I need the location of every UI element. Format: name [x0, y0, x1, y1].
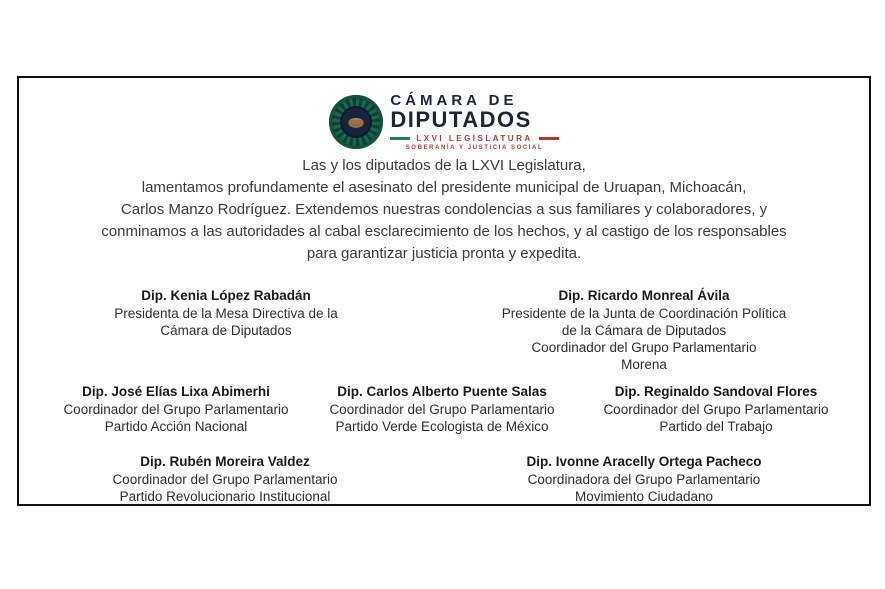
signatory-role: Partido del Trabajo [659, 419, 773, 434]
statement-line: conminamos a las autoridades al cabal esclarecimiento de los hechos, y al castigo de los responsables [101, 223, 787, 240]
signatory-role: Movimiento Ciudadano [574, 489, 714, 504]
red-dash-icon [539, 137, 559, 140]
legislature-row [390, 134, 558, 143]
signatory-name: Dip. Reginaldo Sandoval Flores [614, 384, 818, 399]
signatory-role: Presidente de la Junta de Coordinación Política [501, 306, 787, 321]
statement-line: Las y los diputados de la LXVI Legislatura, [302, 157, 586, 174]
signatory-block-kenia-lopez-rabadan [81, 287, 371, 339]
statement-line: lamentamos profundamente el asesinato del presidente municipal de Uruapan, Michoacán, [141, 179, 747, 196]
signatory-role: Presidenta de la Mesa Directiva de la [114, 306, 338, 321]
signatory-role: Cámara de Diputados [160, 323, 292, 338]
signatory-role: Partido Acción Nacional [104, 419, 248, 434]
signatory-role: Coordinador del Grupo Parlamentario [112, 472, 338, 487]
signatory-role: Partido Revolucionario Institucional [119, 489, 331, 504]
eagle-emblem-icon [342, 108, 370, 136]
signatory-block-ivonne-ortega [479, 453, 809, 505]
signatory-role: Partido Verde Ecologista de México [335, 419, 549, 434]
camara-diputados-logo [19, 92, 869, 151]
logo-text-block [390, 92, 558, 151]
logo-motto: SOBERANÍA Y JUSTICIA SOCIAL [405, 145, 544, 151]
signatory-role: Coordinadora del Grupo Parlamentario [527, 472, 761, 487]
signatory-name: Dip. Ivonne Aracelly Ortega Pacheco [526, 454, 762, 469]
signatory-block-reginaldo-sandoval [575, 383, 857, 435]
signatory-block-ruben-moreira [84, 453, 366, 505]
statement-line: Carlos Manzo Rodríguez. Extendemos nuestras condolencias a sus familiares y colaboradores, y [120, 201, 768, 218]
signatory-name: Dip. Carlos Alberto Puente Salas [337, 384, 547, 399]
signatory-name: Dip. Rubén Moreira Valdez [140, 454, 310, 469]
signatory-block-carlos-puente-salas [301, 383, 583, 435]
signatory-role: Morena [621, 357, 667, 372]
statement-card [17, 76, 871, 506]
signatory-block-ricardo-monreal-avila [474, 287, 814, 373]
signatory-block-jose-elias-lixa [35, 383, 317, 435]
aztec-calendar-emblem-icon [329, 95, 383, 149]
legislature-label: LXVI LEGISLATURA [416, 134, 533, 143]
signatory-role: Coordinador del Grupo Parlamentario [63, 402, 289, 417]
logo-title-line2: DIPUTADOS [390, 107, 532, 132]
statement-line: para garantizar justicia pronta y expedita. [306, 245, 582, 262]
logo-title-line1: CÁMARA DE [390, 92, 518, 109]
signatory-role: Coordinador del Grupo Parlamentario [329, 402, 555, 417]
signatory-name: Dip. Ricardo Monreal Ávila [558, 288, 730, 303]
green-dash-icon [390, 137, 410, 140]
condolence-statement [19, 155, 869, 265]
signatory-role: de la Cámara de Diputados [561, 323, 727, 338]
signatory-role: Coordinador del Grupo Parlamentario [603, 402, 829, 417]
signatory-name: Dip. Kenia López Rabadán [141, 288, 311, 303]
signatory-name: Dip. José Elías Lixa Abimerhi [82, 384, 270, 399]
signatory-role: Coordinador del Grupo Parlamentario [531, 340, 757, 355]
